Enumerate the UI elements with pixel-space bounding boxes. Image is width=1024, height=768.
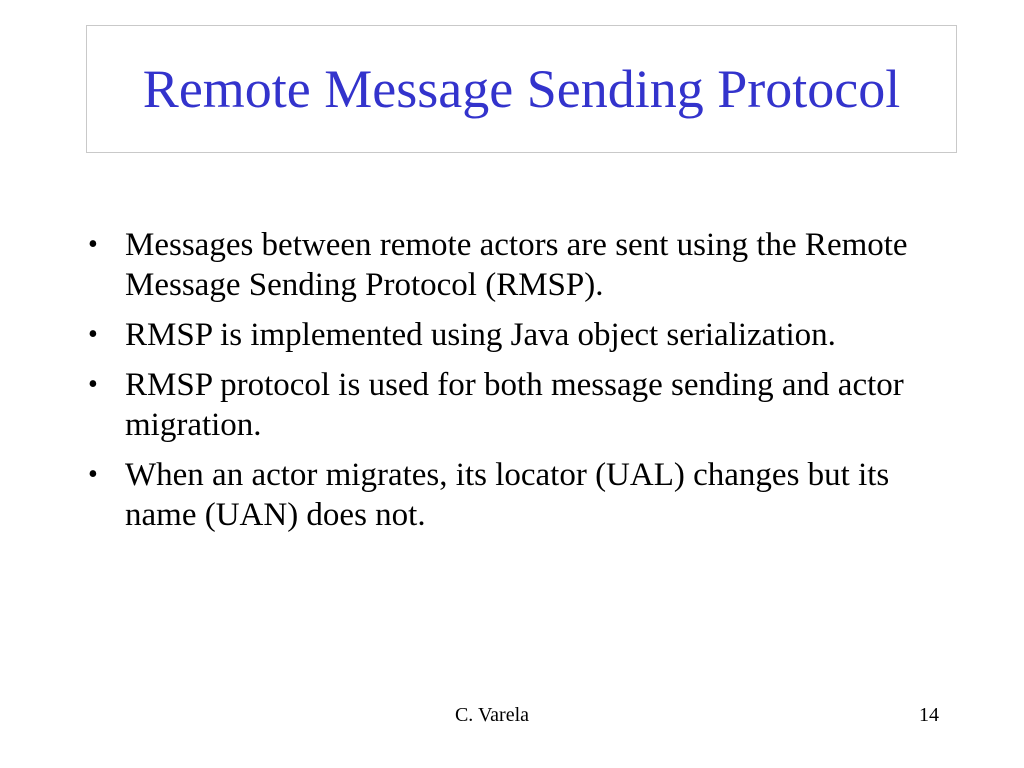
bullet-item: • When an actor migrates, its locator (UAL) changes but its name (UAN) does not. xyxy=(86,455,960,535)
bullet-list xyxy=(86,225,960,545)
bullet-item: • RMSP protocol is used for both message sending and actor migration. xyxy=(86,365,960,445)
bullet-item: • RMSP is implemented using Java object serialization. xyxy=(86,315,960,355)
bullet-item: • Messages between remote actors are sent using the Remote Message Sending Protocol (RMSP). xyxy=(86,225,960,305)
title-box xyxy=(86,25,957,153)
footer-author: C. Varela xyxy=(454,704,530,726)
footer-page-number: 14 xyxy=(919,704,939,726)
slide-title: Remote Message Sending Protocol xyxy=(142,59,901,119)
